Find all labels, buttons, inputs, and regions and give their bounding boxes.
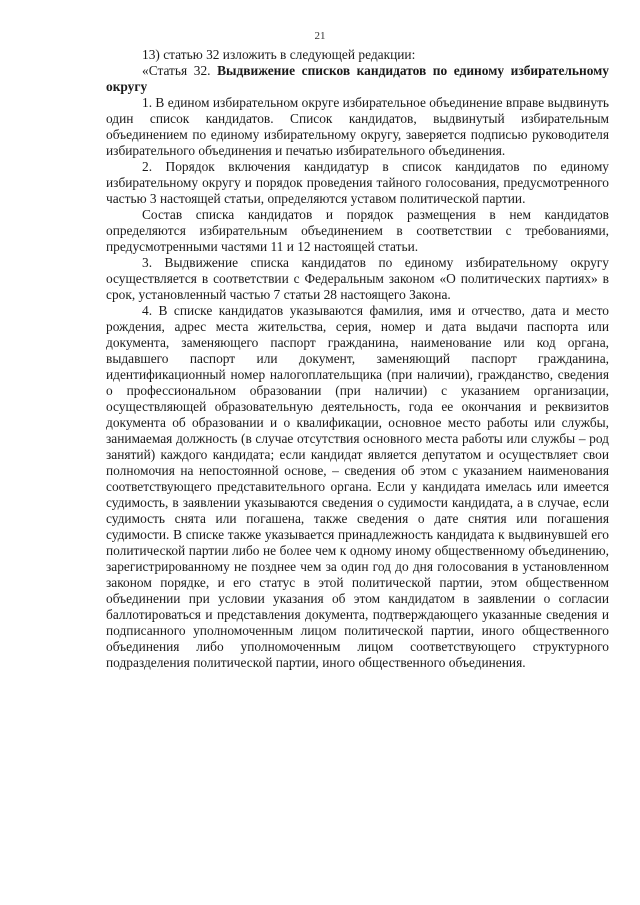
article-heading: [106, 63, 609, 95]
paragraph-2-continued: Состав списка кандидатов и порядок размещения в нем кандидатов определяются избирательным объединением в соответствии с требованиями, предусмотренными частями 11 и 12 настоящей статьи.: [106, 207, 609, 254]
article-prefix: «Статья 32.: [142, 63, 218, 78]
paragraph-4: 4. В списке кандидатов указываются фамилия, имя и отчество, дата и место рождения, адрес места жительства, серия, номер и дата выдачи паспорта или документа, заменяющего паспорт гражданина, наименование или код органа, выдавшего паспорт или документ, заменяющий паспорт гражданина, идентификационный номер налогоплательщика (при наличии), гражданство, сведения о профессиональном образовании (при наличии) с указанием организации, осуществляющей образовательную деятельность, года ее окончания и реквизитов документа об образовании и о квалификации, основное место работы или службы, занимаемая должность (в случае отсутствия основного места работы или службы – род занятий) каждого кандидата; если кандидат является депутатом и осуществляет свои полномочия на непостоянной основе, – сведения об этом с указанием наименования соответствующего представительного органа. Если у кандидата имелась или имеется судимость, в заявлении указываются сведения о судимости кандидата, а в случае, если судимость снята или погашена, также сведения о дате снятия или погашения судимости. В списке также указывается принадлежность кандидата к выдвинувшей его политической партии либо не более чем к одному иному общественному объединению, зарегистрированному не позднее чем за один год до дня голосования в установленном законом порядке, и его статус в этой политической партии, этом общественном объединении при условии указания об этом кандидатом в заявлении о согласии баллотироваться и представления документа, подтверждающего указанные сведения и подписанного уполномоченным лицом политической партии, иного общественного объединения либо уполномоченным лицом соответствующего структурного подразделения политической партии, иного общественного объединения.: [106, 303, 609, 670]
article-title: Выдвижение списков кандидатов по единому избирательному округу: [106, 63, 609, 94]
paragraph-3: 3. Выдвижение списка кандидатов по единому избирательному округу осуществляется в соответствии с Федеральным законом «О политических партиях» в срок, установленный частью 7 статьи 28 настоящего Закона.: [106, 255, 609, 302]
document-body: [106, 47, 609, 671]
paragraph-1: 1. В едином избирательном округе избирательное объединение вправе выдвинуть один список кандидатов. Список кандидатов, выдвинутый избирательным объединением по единому избирательному округу, заверяется подписью руководителя избирательного объединения и печатью избирательного объединения.: [106, 95, 609, 158]
paragraph-2: 2. Порядок включения кандидатур в список кандидатов по единому избирательному округу и порядок проведения тайного голосования, предусмотренного частью 3 настоящей статьи, определяются уставом политической партии.: [106, 159, 609, 206]
intro-line: 13) статью 32 изложить в следующей редакции:: [142, 47, 416, 62]
page-number: 21: [314, 30, 326, 42]
